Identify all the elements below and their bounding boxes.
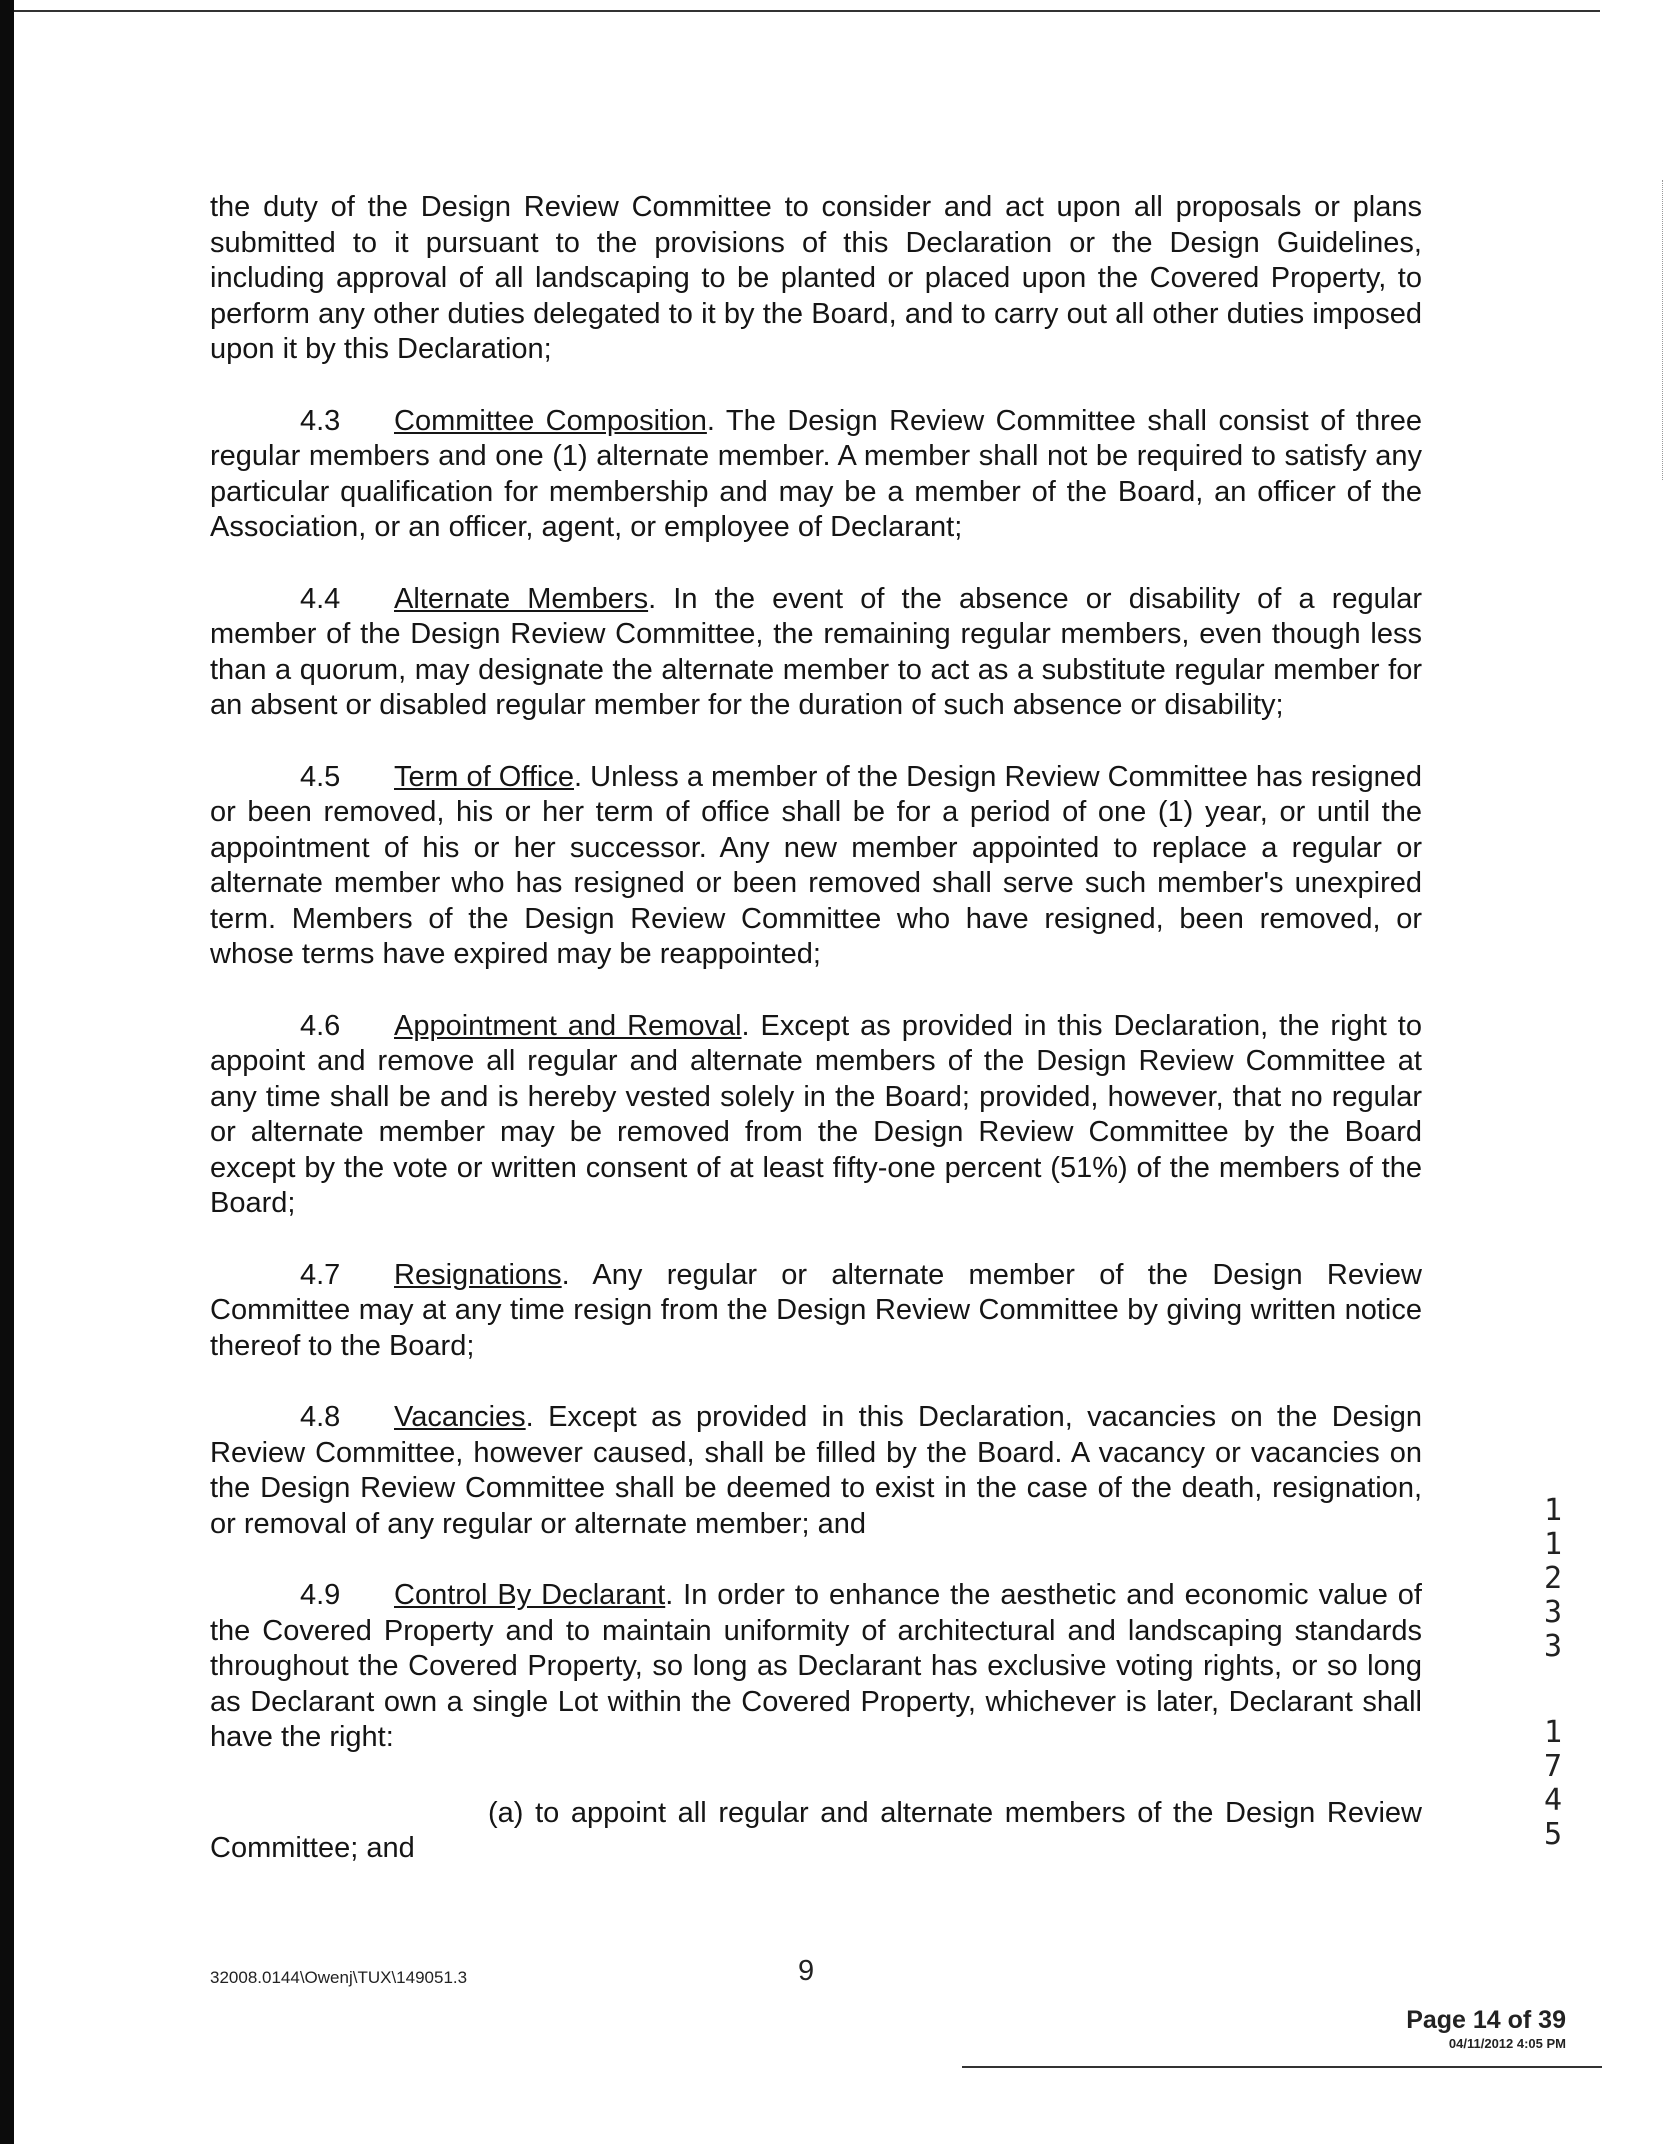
section-heading: Resignations (394, 1258, 562, 1291)
stamp-digit: 1 (1543, 1715, 1563, 1750)
scan-left-edge-bar (0, 0, 14, 2144)
section-4-9 (210, 1578, 1422, 1756)
stamp-digit: 3 (1543, 1595, 1563, 1630)
section-text: . In the event of the absence or disability of a regular member of the Design Review Committee, the remaining regular members, even though less than a quorum, may designate the alternate member to act as a substitute regular member for an absent or disabled regular member for the duration of such absence or disability; (210, 582, 1422, 721)
section-number: 4.7 (300, 1258, 341, 1291)
section-heading: Committee Composition (394, 404, 707, 437)
section-number: 4.4 (300, 582, 341, 615)
page-number: 9 (798, 1955, 815, 1987)
section-4-3 (210, 404, 1422, 546)
section-text: . Any regular or alternate member of the Design Review Committee may at any time resign from the Design Review Committee by giving written notice thereof to the Board; (210, 1258, 1422, 1362)
section-number: 4.6 (300, 1009, 341, 1042)
top-rule (14, 10, 1600, 12)
section-text: . Except as provided in this Declaration, the right to appoint and remove all regular and alternate members of the Design Review Committee at any time shall be and is hereby vested solely in the Board; provided, however, that no regular or alternate member may be removed from the Design Review Committee by the Board except by the vote or written consent of at least fifty-one percent (51%) of the members of the Board; (210, 1009, 1422, 1219)
section-heading: Term of Office (394, 760, 574, 793)
section-text: . Except as provided in this Declaration, vacancies on the Design Review Committee, however caused, shall be filled by the Board. A vacancy or vacancies on the Design Review Committee shall be deemed to exist in the case of the death, resignation, or removal of any regular or alternate member; and (210, 1401, 1422, 1540)
section-4-5 (210, 760, 1422, 973)
section-4-4 (210, 582, 1422, 724)
stamp-digit: 7 (1543, 1749, 1563, 1784)
section-heading: Vacancies (394, 1401, 526, 1433)
document-code: 32008.0144\Owenj\TUX\149051.3 (210, 1968, 468, 1987)
stamp-digit: 2 (1543, 1561, 1563, 1596)
section-text: . The Design Review Committee shall consist of three regular members and one (1) alternate member. A member shall not be required to satisfy any particular qualification for membership and may be a member of the Board, an officer of the Association, or an officer, agent, or employee of Declarant; (210, 404, 1422, 543)
document-body (210, 190, 1422, 1867)
recording-number-stamp (1538, 1494, 1568, 1852)
section-number: 4.3 (300, 404, 341, 437)
section-text: . Unless a member of the Design Review Committee has resigned or been removed, his or her term of office shall be for a period of one (1) year, or until the appointment of his or her successor. Any new member appointed to replace a regular or alternate member who has resigned or been removed shall serve such member's unexpired term. Members of the Design Review Committee who have resigned, been removed, or whose terms have expired may be reappointed; (210, 760, 1422, 970)
stamp-digit: 4 (1543, 1783, 1563, 1818)
stamp-digit: 1 (1543, 1527, 1563, 1562)
stamp-digit: 3 (1543, 1629, 1563, 1664)
stamp-digit: 5 (1543, 1817, 1563, 1852)
section-4-8 (210, 1400, 1422, 1542)
section-4-6 (210, 1009, 1422, 1222)
section-heading: Appointment and Removal (394, 1009, 742, 1042)
section-heading: Control By Declarant (394, 1579, 666, 1611)
section-number: 4.9 (300, 1579, 341, 1611)
subparagraph-a: (a) to appoint all regular and alternate members of the Design Review Committee; and (210, 1796, 1422, 1864)
section-number: 4.8 (300, 1401, 341, 1433)
print-timestamp: 04/11/2012 4:05 PM (1448, 2036, 1566, 2051)
intro-paragraph: the duty of the Design Review Committee to consider and act upon all proposals or plans submitted to it pursuant to the provisions of this Declaration or the Design Guidelines, including approval of all landscaping to be planted or placed upon the Covered Property, to perform any other duties delegated to it by the Board, and to carry out all other duties imposed upon it by this Declaration; (210, 191, 1422, 365)
section-4-7 (210, 1258, 1422, 1365)
page-count-label: Page 14 of 39 (1406, 2006, 1566, 2034)
section-number: 4.5 (300, 760, 341, 793)
section-heading: Alternate Members (394, 582, 649, 615)
stamp-digit: 1 (1543, 1493, 1563, 1528)
section-text: . In order to enhance the aesthetic and economic value of the Covered Property and to maintain uniformity of architectural and landscaping standards throughout the Covered Property, so long as Declarant has exclusive voting rights, or so long as Declarant own a single Lot within the Covered Property, whichever is later, Declarant shall have the right: (210, 1579, 1422, 1753)
bottom-rule (962, 2066, 1602, 2068)
